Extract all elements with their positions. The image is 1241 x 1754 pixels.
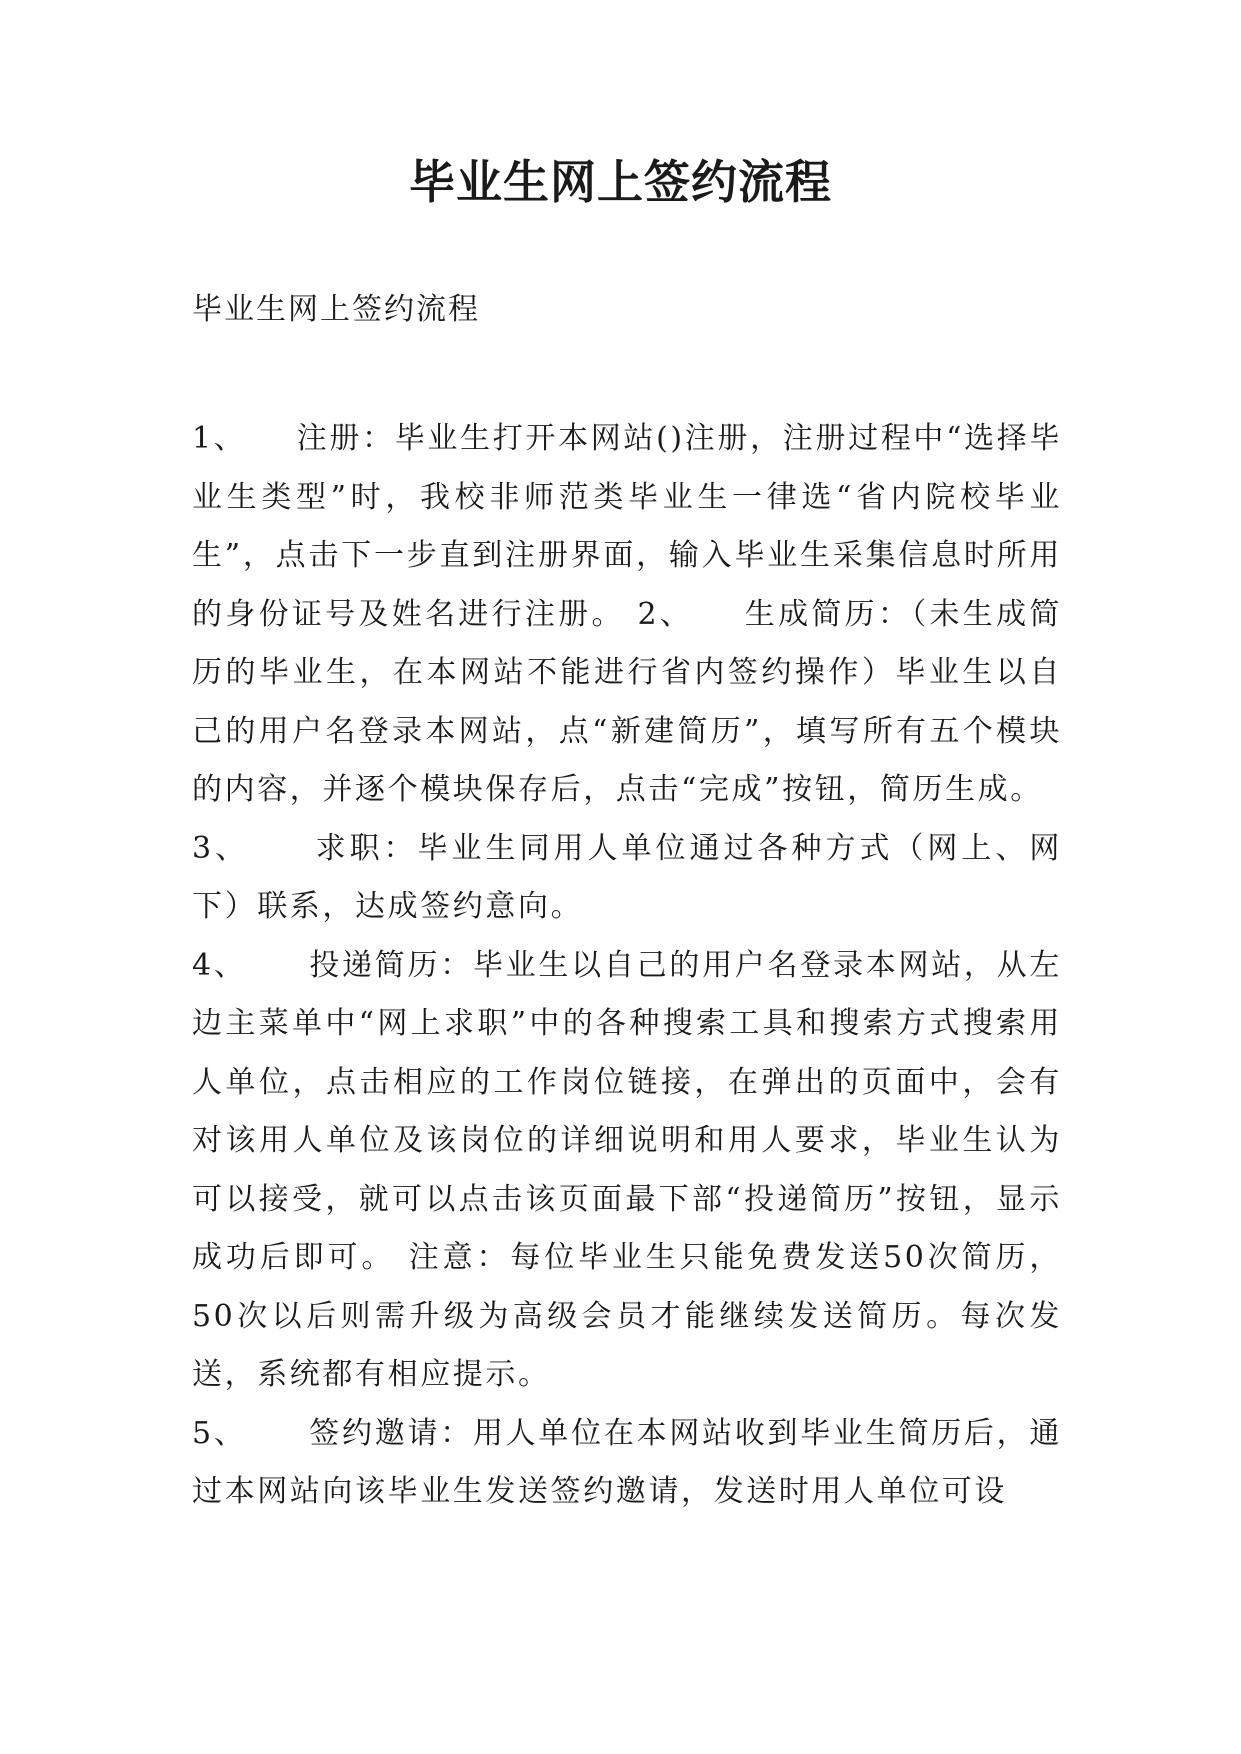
paragraph-step-1-2: 1、 注册：毕业生打开本网站()注册，注册过程中“选择毕业生类型”时，我校非师范类毕业生一律选“省内院校毕业生”，点击下一步直到注册界面，输入毕业生采集信息时所用的身份证号及姓名进行注册。 2、 生成简历：（未生成简历的毕业生，在本网站不能进行省内签约操作）毕业生以自己的用户名登录本网站，点“新建简历”，填写所有五个模块的内容，并逐个模块保存后，点击“完成”按钮，简历生成。 [192, 421, 1062, 807]
document-subtitle: 毕业生网上签约流程 [192, 292, 480, 327]
paragraph-step-4: 4、 投递简历：毕业生以自己的用户名登录本网站，从左边主菜单中“网上求职”中的各种搜索工具和搜索方式搜索用人单位，点击相应的工作岗位链接，在弹出的页面中，会有对该用人单位及该岗位的详细说明和用人要求，毕业生认为可以接受，就可以点击该页面最下部“投递简历”按钮，显示成功后即可。 注意：每位毕业生只能免费发送50次简历，50次以后则需升级为高级会员才能继续发送简历。每次发送，系统都有相应提示。 [192, 947, 1062, 1392]
document-body [192, 410, 1062, 1522]
document-title: 毕业生网上签约流程 [409, 155, 832, 209]
paragraph-step-5: 5、 签约邀请：用人单位在本网站收到毕业生简历后，通过本网站向该毕业生发送签约邀请，发送时用人单位可设 [192, 1415, 1062, 1509]
paragraph-step-3: 3、 求职：毕业生同用人单位通过各种方式（网上、网下）联系，达成签约意向。 [192, 830, 1062, 924]
